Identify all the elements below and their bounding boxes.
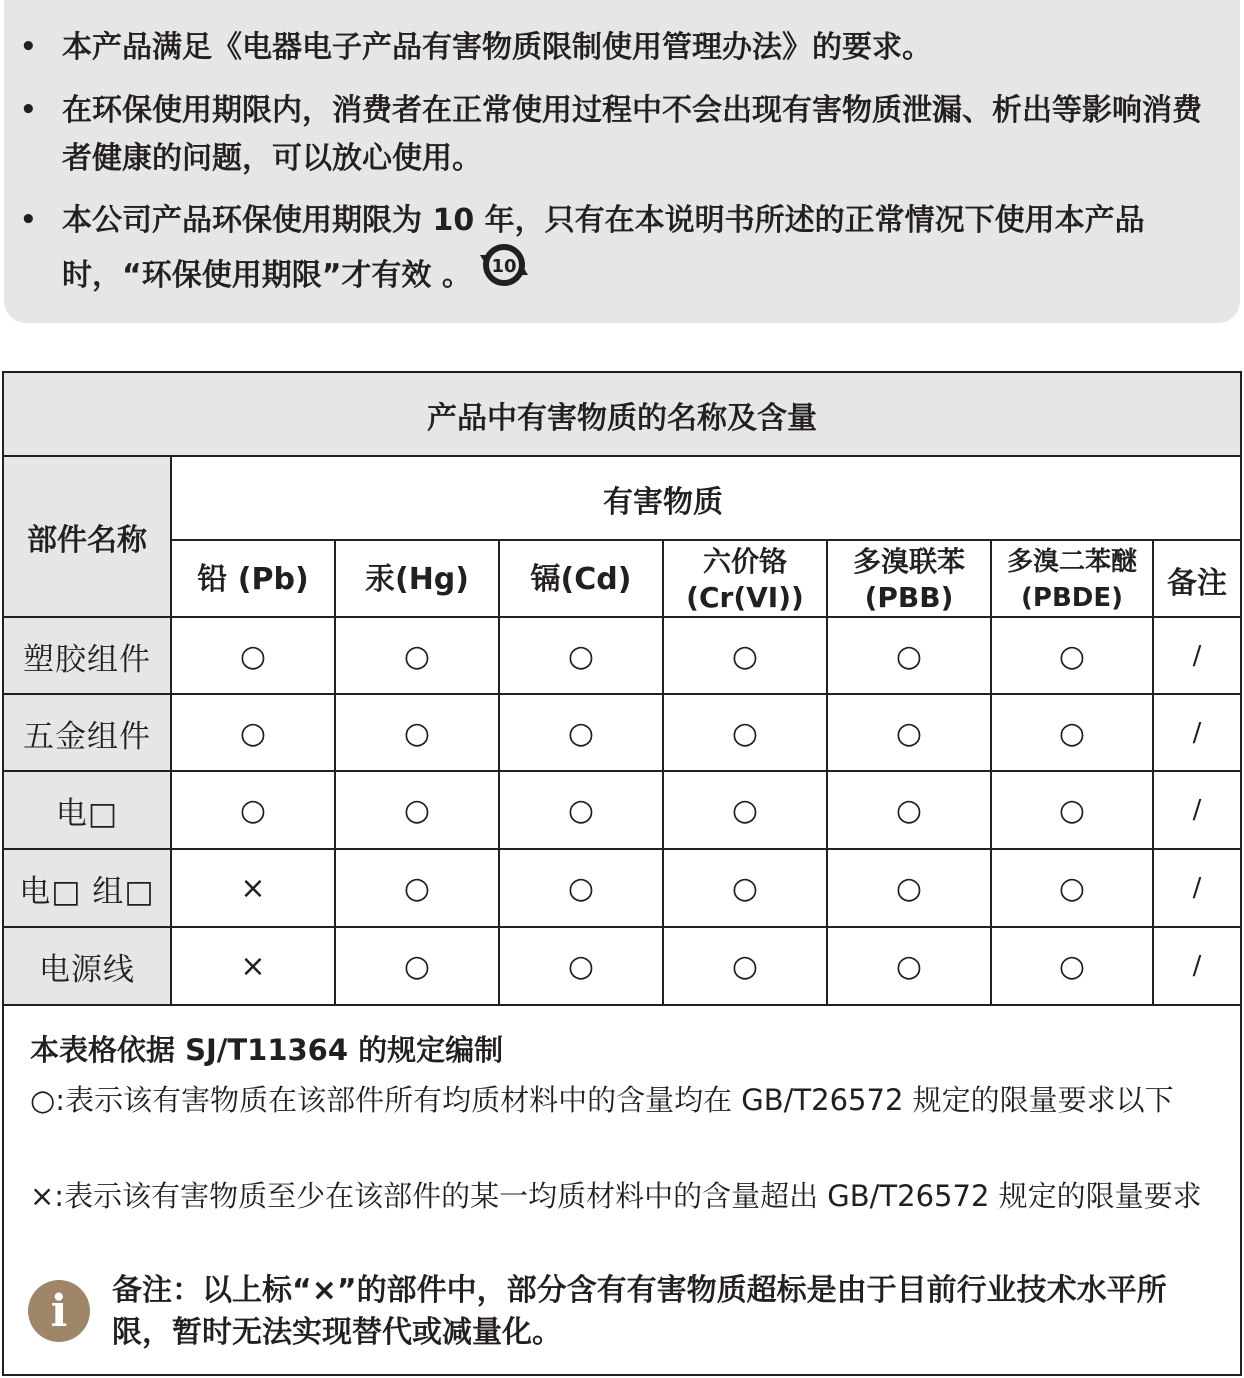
substance-mark-cell: ○: [239, 638, 267, 674]
substance-mark-cell: ○: [403, 870, 431, 906]
part-name-header: 部件名称: [27, 523, 147, 558]
substance-mark-cell: ○: [895, 715, 923, 751]
remark-cell: /: [1192, 641, 1202, 671]
remark-header: 备注: [1167, 566, 1227, 601]
substance-mark-cell: ○: [567, 870, 595, 906]
col-header-pbde: 多溴二苯醚 (PBDE): [1006, 547, 1137, 613]
substance-mark-cell: ○: [1058, 948, 1086, 984]
substance-mark-cell: ○: [403, 792, 431, 828]
part-name-cell: 电□ 组□: [19, 873, 155, 910]
substance-mark-cell: ○: [1058, 715, 1086, 751]
substance-mark-cell: ○: [895, 638, 923, 674]
bullet-1: •: [20, 32, 37, 62]
part-name-cell: 电□: [55, 795, 119, 832]
remark-cell: /: [1192, 873, 1202, 903]
remark-cell: /: [1192, 951, 1202, 981]
col-header-hg: 汞(Hg): [364, 562, 469, 597]
substance-mark-cell: ○: [731, 792, 759, 828]
col-header-cd: 镉(Cd): [530, 562, 632, 597]
bullet-3: •: [20, 205, 37, 235]
badge-number: 10: [491, 256, 517, 277]
substance-mark-cell: ○: [895, 792, 923, 828]
substance-mark-cell: ○: [567, 715, 595, 751]
remark-note: 备注：以上标“×”的部件中，部分含有有害物质超标是由于目前行业技术水平所限，暂时无法实现替代或减量化。: [112, 1273, 1167, 1350]
substance-mark-cell: ○: [567, 638, 595, 674]
col-header-cr6: 六价铬 (Cr(VI)): [686, 545, 804, 614]
notice-box: [4, 0, 1240, 323]
col-header-pb: 铅 (Pb): [197, 562, 309, 597]
substance-mark-cell: ○: [567, 792, 595, 828]
substance-mark-cell: ○: [239, 715, 267, 751]
table-basis-note: 本表格依据 SJ/T11364 的规定编制: [30, 1033, 504, 1067]
substance-mark-cell: ○: [895, 870, 923, 906]
substance-mark-cell: ×: [240, 870, 266, 906]
substance-mark-cell: ○: [567, 948, 595, 984]
substance-mark-cell: ○: [731, 715, 759, 751]
notice-text-2: 在环保使用期限内，消费者在正常使用过程中不会出现有害物质泄漏、析出等影响消费者健康的问题，可以放心使用。: [62, 93, 1202, 176]
substance-mark-cell: ○: [1058, 870, 1086, 906]
substance-mark-cell: ○: [403, 715, 431, 751]
substance-mark-cell: ×: [240, 948, 266, 984]
remark-cell: /: [1192, 795, 1202, 825]
substance-mark-cell: ○: [895, 948, 923, 984]
notice-text-1: 本产品满足《电器电子产品有害物质限制使用管理办法》的要求。: [62, 30, 932, 65]
substance-mark-cell: ○: [403, 948, 431, 984]
col-header-pbb: 多溴联苯 (PBB): [852, 545, 965, 614]
remark-cell: /: [1192, 718, 1202, 748]
substance-mark-cell: ○: [239, 792, 267, 828]
substance-header: 有害物质: [603, 485, 723, 520]
bullet-2: •: [20, 95, 37, 125]
substance-mark-cell: ○: [1058, 638, 1086, 674]
info-icon: i: [28, 1280, 90, 1342]
table-title: 产品中有害物质的名称及含量: [427, 401, 817, 436]
cross-legend: ×:表示该有害物质至少在该部件的某一均质材料中的含量超出 GB/T26572 规定的限量要求: [30, 1179, 1202, 1213]
substance-mark-cell: ○: [403, 638, 431, 674]
notice-text-3: 本公司产品环保使用期限为 10 年，只有在本说明书所述的正常情况下使用本产品时，“环保使用期限”才有效 。: [62, 203, 1145, 293]
circle-legend: ○:表示该有害物质在该部件所有均质材料中的含量均在 GB/T26572 规定的限量要求以下: [30, 1083, 1174, 1117]
part-name-cell: 五金组件: [23, 718, 151, 755]
substance-mark-cell: ○: [731, 638, 759, 674]
part-name-cell: 电源线: [39, 951, 135, 988]
substance-mark-cell: ○: [731, 948, 759, 984]
substance-mark-cell: ○: [731, 870, 759, 906]
part-name-cell: 塑胶组件: [23, 641, 151, 678]
epup-10-icon: [478, 241, 530, 304]
substance-mark-cell: ○: [1058, 792, 1086, 828]
hazardous-substance-table: [2, 371, 1242, 1376]
